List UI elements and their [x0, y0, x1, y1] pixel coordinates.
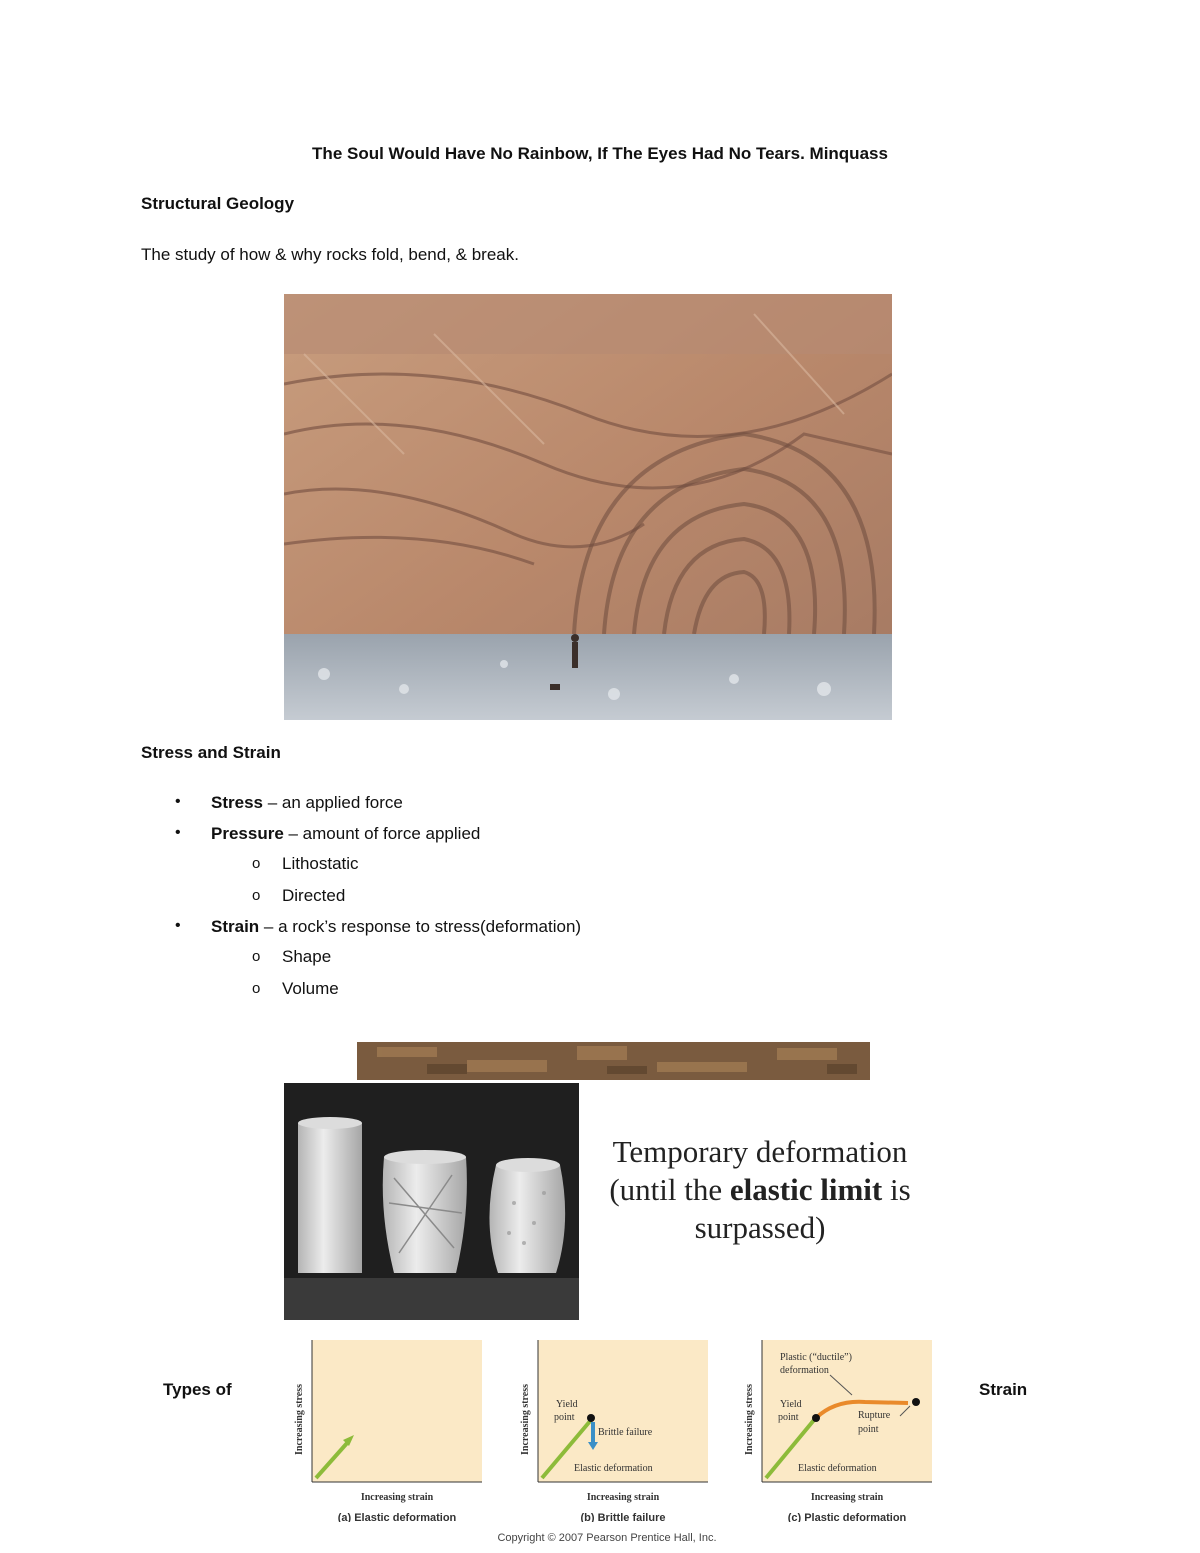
list-item	[175, 917, 582, 937]
sub-bullet-marker: o	[252, 948, 261, 965]
yield-label: Yield	[556, 1399, 578, 1410]
sub-item-directed: Directed	[282, 886, 346, 905]
types-of-label: Types of	[163, 1380, 232, 1399]
caption-line-2-pre: (until the	[609, 1172, 730, 1207]
x-axis-label: Increasing strain	[810, 1492, 884, 1503]
page-quote: The Soul Would Have No Rainbow, If The Eyes Had No Tears. Minquass	[312, 144, 888, 163]
plastic-deformation-graph	[740, 1340, 940, 1522]
heading-stress-and-strain: Stress and Strain	[141, 743, 281, 762]
temporary-deformation-caption	[590, 1133, 930, 1247]
x-axis-label: Increasing strain	[360, 1492, 434, 1503]
strain-label: Strain	[979, 1380, 1028, 1399]
caption-line-2-post: is	[882, 1172, 911, 1207]
plastic-label-line2: deformation	[780, 1365, 829, 1376]
plastic-label-line1: Plastic (“ductile”)	[780, 1352, 852, 1363]
copyright-text: Copyright © 2007 Pearson Prentice Hall, Inc.	[497, 1532, 717, 1544]
elastic-deformation-graph	[290, 1340, 490, 1522]
rock-texture-strip	[357, 1042, 870, 1080]
sub-bullet-marker: o	[252, 887, 261, 904]
heading-structural-geology: Structural Geology	[141, 194, 295, 213]
caption-line-3: surpassed)	[694, 1210, 826, 1245]
deformed-cylinders-photo	[284, 1083, 579, 1320]
sub-list-item	[252, 979, 339, 999]
point-label: point	[778, 1412, 799, 1423]
elastic-deformation-label: Elastic deformation	[574, 1463, 653, 1474]
rupture-label: Rupture	[858, 1410, 891, 1421]
term-stress: Stress	[211, 793, 263, 812]
graph-caption-b: (b) Brittle failure	[580, 1512, 666, 1522]
intro-text: The study of how & why rocks fold, bend, & break.	[141, 245, 519, 264]
elastic-deformation-label: Elastic deformation	[798, 1463, 877, 1474]
caption-line-1: Temporary deformation	[612, 1134, 908, 1169]
bullet-marker: •	[175, 793, 181, 810]
sub-bullet-marker: o	[252, 855, 261, 872]
rupture-point-label: point	[858, 1424, 879, 1435]
graph-caption-a: (a) Elastic deformation	[337, 1512, 457, 1522]
sub-item-shape: Shape	[282, 947, 332, 966]
desc-pressure: – amount of force applied	[283, 824, 481, 843]
list-item	[175, 824, 481, 844]
sub-item-volume: Volume	[282, 979, 339, 998]
bullet-marker: •	[175, 917, 181, 934]
bullet-marker: •	[175, 824, 181, 841]
folded-rock-photo	[284, 294, 892, 720]
sub-list-item	[252, 854, 359, 874]
y-axis-label: Increasing stress	[520, 1383, 531, 1455]
graph-caption-c: (c) Plastic deformation	[787, 1512, 907, 1522]
list-item	[175, 793, 403, 813]
sub-list-item	[252, 947, 332, 967]
sub-list-item	[252, 886, 346, 906]
caption-line-2	[590, 1171, 930, 1209]
y-axis-label: Increasing stress	[294, 1383, 305, 1455]
term-strain: Strain	[211, 917, 260, 936]
point-label: point	[554, 1412, 575, 1423]
sub-item-lithostatic: Lithostatic	[282, 854, 359, 873]
yield-label: Yield	[780, 1399, 802, 1410]
y-axis-label: Increasing stress	[744, 1383, 755, 1455]
desc-strain: – a rock’s response to stress(deformation)	[259, 917, 582, 936]
sub-bullet-marker: o	[252, 980, 261, 997]
desc-stress: – an applied force	[262, 793, 403, 812]
brittle-failure-label: Brittle failure	[598, 1427, 653, 1438]
brittle-failure-graph	[516, 1340, 716, 1522]
caption-elastic-limit: elastic limit	[729, 1172, 883, 1207]
term-pressure: Pressure	[211, 824, 284, 843]
x-axis-label: Increasing strain	[586, 1492, 660, 1503]
